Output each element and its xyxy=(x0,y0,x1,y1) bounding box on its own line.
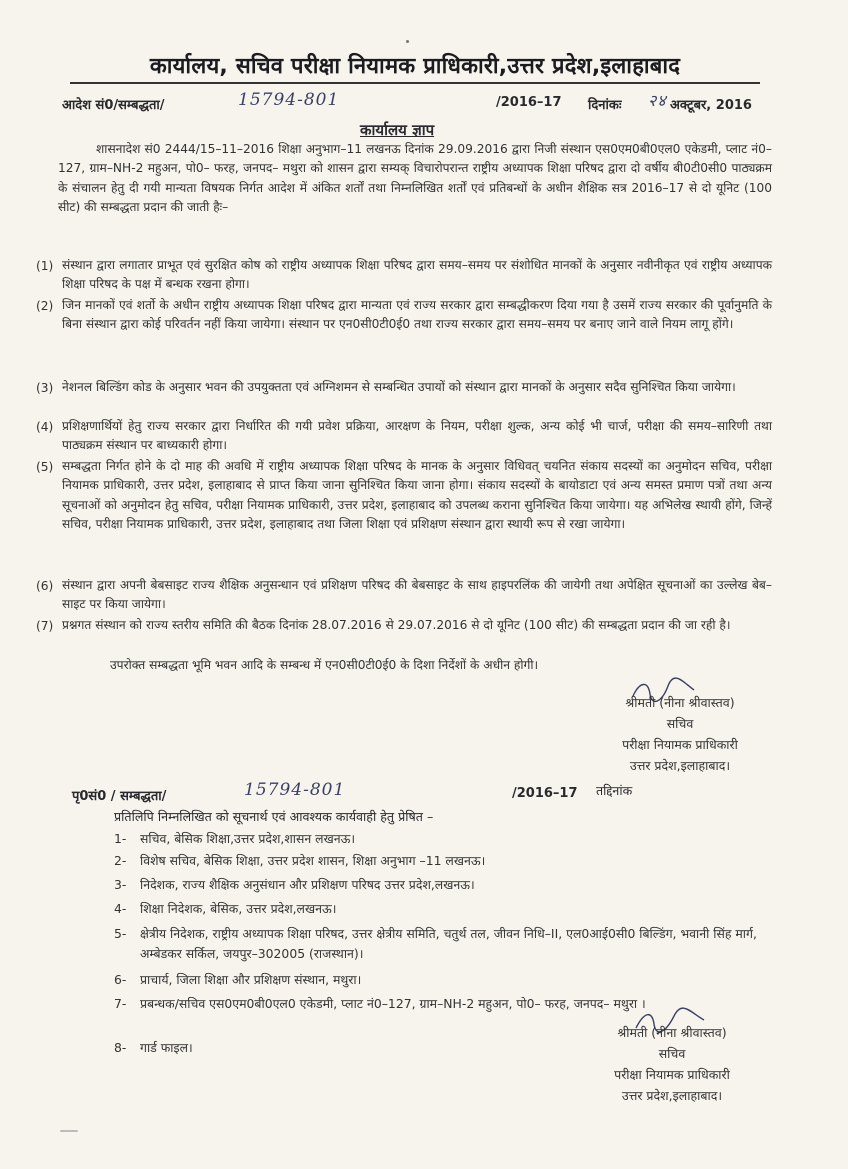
signature-block-2 xyxy=(552,1022,792,1106)
condition-number: (2) xyxy=(36,299,54,313)
recipient-number: 2- xyxy=(114,853,127,868)
closing-line: उपरोक्त सम्बद्धता भूमि भवन आदि के सम्बन्ध में एन0सी0टी0ई0 के दिशा निर्देशों के अधीन होगी। xyxy=(110,658,539,672)
signatory-name: श्रीमती (नीना श्रीवास्तव) xyxy=(625,695,735,710)
date-label: दिनांकः xyxy=(588,98,622,113)
paper-speck xyxy=(406,40,409,43)
recipient-item: प्राचार्य, जिला शिक्षा और प्रशिक्षण संस्थान, मथुरा। xyxy=(140,972,362,987)
condition-item: संस्थान द्वारा लगातार प्राभूत एवं सुरक्षित कोष को राष्ट्रीय अध्यापक शिक्षा परिषद द्वारा समय–समय पर संशोधित मानकों के अनुसार नवीनीकृत एवं राष्ट्रीय अध्यापक शिक्षा परिषद के पक्ष में बन्धक रखना होगा। xyxy=(62,258,772,292)
recipient-number: 3- xyxy=(114,877,127,892)
signatory-office: परीक्षा नियामक प्राधिकारी xyxy=(622,737,738,752)
condition-number: (1) xyxy=(36,259,54,273)
condition-number: (5) xyxy=(36,460,54,474)
signatory-designation: सचिव xyxy=(666,716,694,731)
recipient-item: क्षेत्रीय निदेशक, राष्ट्रीय अध्यापक शिक्षा परिषद, उत्तर क्षेत्रीय समिति, चतुर्थ तल, जीवन निधि–II, एल0आई0सी0 बिल्डिंग, भवानी सिंह मार्ग, अम्बेडकर सर्किल, जयपुर–302005 (राजस्थान)। xyxy=(140,926,757,961)
recipient-item: विशेष सचिव, बेसिक शिक्षा, उत्तर प्रदेश शासन, शिक्षा अनुभाग –11 लखनऊ। xyxy=(140,853,486,868)
date-rest: अक्टूबर, 2016 xyxy=(670,98,752,113)
endorsement-date: तद्दिनांक xyxy=(596,783,633,798)
recipient-number: 5- xyxy=(114,926,127,941)
paper-speck xyxy=(60,1130,78,1132)
signatory-designation: सचिव xyxy=(658,1046,686,1061)
memo-heading: कार्यालय ज्ञाप xyxy=(360,121,435,139)
signatory-place: उत्तर प्रदेश,इलाहाबाद। xyxy=(621,1088,723,1103)
endorsement-label: पृ0सं0 / सम्बद्धता/ xyxy=(72,789,167,804)
condition-number: (4) xyxy=(36,420,54,434)
endorsement-year: /2016–17 xyxy=(512,786,578,801)
recipient-item: प्रबन्धक/सचिव एस0एम0बी0एल0 एकेडमी, प्लाट नं0–127, ग्राम–NH-2 महुअन, पो0– फरह, जनपद– मथुरा । xyxy=(140,996,646,1011)
intro-paragraph: शासनादेश सं0 2444/15–11–2016 शिक्षा अनुभाग–11 लखनऊ दिनांक 29.09.2016 द्वारा निजी संस्थान एस0एम0बी0एल0 एकेडमी, प्लाट नं0–127, ग्राम–NH-2 महुअन, पो0– फरह, जनपद– मथुरा को शासन द्वारा सम्यक् विचारोपरान्त राष्ट्रीय अध्यापक शिक्षा परिषद द्वारा दो वर्षीय बी0टी0सी0 पाठ्यक्रम के संचालन हेतु दी गयी मान्यता विषयक निर्गत आदेश में अंकित शर्तों तथा निम्नलिखित शर्तों एवं प्रतिबन्धों के अधीन शैक्षिक सत्र 2016–17 से दो यूनिट (100 सीट) की सम्बद्धता प्रदान की जाती हैः– xyxy=(58,142,772,214)
recipient-number: 6- xyxy=(114,972,127,987)
endorsement-number-handwritten: 15794-801 xyxy=(244,780,346,800)
order-year: /2016–17 xyxy=(496,95,562,110)
condition-item: जिन मानकों एवं शर्तो के अधीन राष्ट्रीय अध्यापक शिक्षा परिषद द्वारा मान्यता एवं राज्य सरकार द्वारा सम्बद्धीकरण दिया गया है उसमें राज्य सरकार की पूर्वानुमति के बिना संस्थान द्वारा कोई परिवर्तन नहीं किया जायेगा। संस्थान पर एन0सी0टी0ई0 तथा राज्य सरकार द्वारा समय–समय पर बनाए जाने वाले नियम लागू होंगे। xyxy=(62,298,772,332)
signature-block-1 xyxy=(560,692,800,776)
condition-number: (3) xyxy=(36,381,54,395)
recipient-item: निदेशक, राज्य शैक्षिक अनुसंधान और प्रशिक्षण परिषद उत्तर प्रदेश,लखनऊ। xyxy=(140,877,475,892)
condition-item: प्रशिक्षणार्थियों हेतु राज्य सरकार द्वारा निर्धारित की गयी प्रवेश प्रक्रिया, आरक्षण के नियम, परीक्षा शुल्क, अन्य कोई भी चार्ज, परीक्षा की समय–सारिणी तथा पाठ्यक्रम संस्थान पर बाध्यकारी होगा। xyxy=(62,419,772,453)
signatory-name: श्रीमती (नीना श्रीवास्तव) xyxy=(617,1025,727,1040)
signatory-place: उत्तर प्रदेश,इलाहाबाद। xyxy=(629,758,731,773)
signatory-office: परीक्षा नियामक प्राधिकारी xyxy=(614,1067,730,1082)
recipient-item: गार्ड फाइल। xyxy=(140,1040,193,1055)
endorsement-intro: प्रतिलिपि निम्नलिखित को सूचनार्थ एवं आवश्यक कार्यवाही हेतु प्रेषित – xyxy=(114,809,434,824)
condition-number: (6) xyxy=(36,579,54,593)
recipient-number: 8- xyxy=(114,1040,127,1055)
recipient-item: शिक्षा निदेशक, बेसिक, उत्तर प्रदेश,लखनऊ। xyxy=(140,901,337,916)
condition-item: संस्थान द्वारा अपनी बेबसाइट राज्य शैक्षिक अनुसन्धान एवं प्रशिक्षण परिषद की बेबसाइट के साथ हाइपरलिंक की जायेगी तथा अपेक्षित सूचनाओं का उल्लेख बेब–साइट पर किया जायेगा। xyxy=(62,578,772,612)
recipient-number: 1- xyxy=(114,831,127,846)
order-number-handwritten: 15794-801 xyxy=(238,90,340,110)
condition-item: सम्बद्धता निर्गत होने के दो माह की अवधि में राष्ट्रीय अध्यापक शिक्षा परिषद के मानक के अनुसार विधिवत् चयनित संकाय सदस्यों का अनुमोदन सचिव, परीक्षा नियामक प्राधिकारी, उत्तर प्रदेश, इलाहाबाद से प्राप्त किया जाना सुनिश्चित किया जाना होगा। संकाय सदस्यों के बायोडाटा एवं अन्य समस्त प्रमाण पत्रों तथा अन्य सूचनाओं को अनुमोदन हेतु सचिव, परीक्षा नियामक प्राधिकारी, उत्तर प्रदेश, इलाहाबाद को उपलब्ध कराना सुनिश्चित किया जायेगा। यह अभिलेख स्थायी होंगे, जिन्हें सचिव, परीक्षा नियामक प्राधिकारी, उत्तर प्रदेश, इलाहाबाद तथा जिला शिक्षा एवं प्रशिक्षण संस्थान द्वारा स्थायी रूप से रखा जायेगा। xyxy=(62,459,772,531)
condition-item: प्रश्नगत संस्थान को राज्य स्तरीय समिति की बैठक दिनांक 28.07.2016 से 29.07.2016 से दो यूनिट (100 सीट) की सम्बद्धता प्रदान की जा रही है। xyxy=(62,618,731,632)
recipient-item: सचिव, बेसिक शिक्षा,उत्तर प्रदेश,शासन लखनऊ। xyxy=(140,831,356,846)
recipient-number: 7- xyxy=(114,996,127,1011)
condition-item: नेशनल बिल्डिंग कोड के अनुसार भवन की उपयुक्तता एवं अग्निशमन से सम्बन्धित उपायों को संस्थान द्वारा मानकों के अनुसार सदैव सुनिश्चित किया जायेगा। xyxy=(62,380,736,394)
recipient-number: 4- xyxy=(114,901,127,916)
order-label: आदेश सं0/सम्बद्धता/ xyxy=(62,98,165,113)
date-day-handwritten: २४ xyxy=(648,91,667,110)
office-title: कार्यालय, सचिव परीक्षा नियामक प्राधिकारी,उत्तर प्रदेश,इलाहाबाद xyxy=(70,50,760,84)
condition-number: (7) xyxy=(36,619,54,633)
